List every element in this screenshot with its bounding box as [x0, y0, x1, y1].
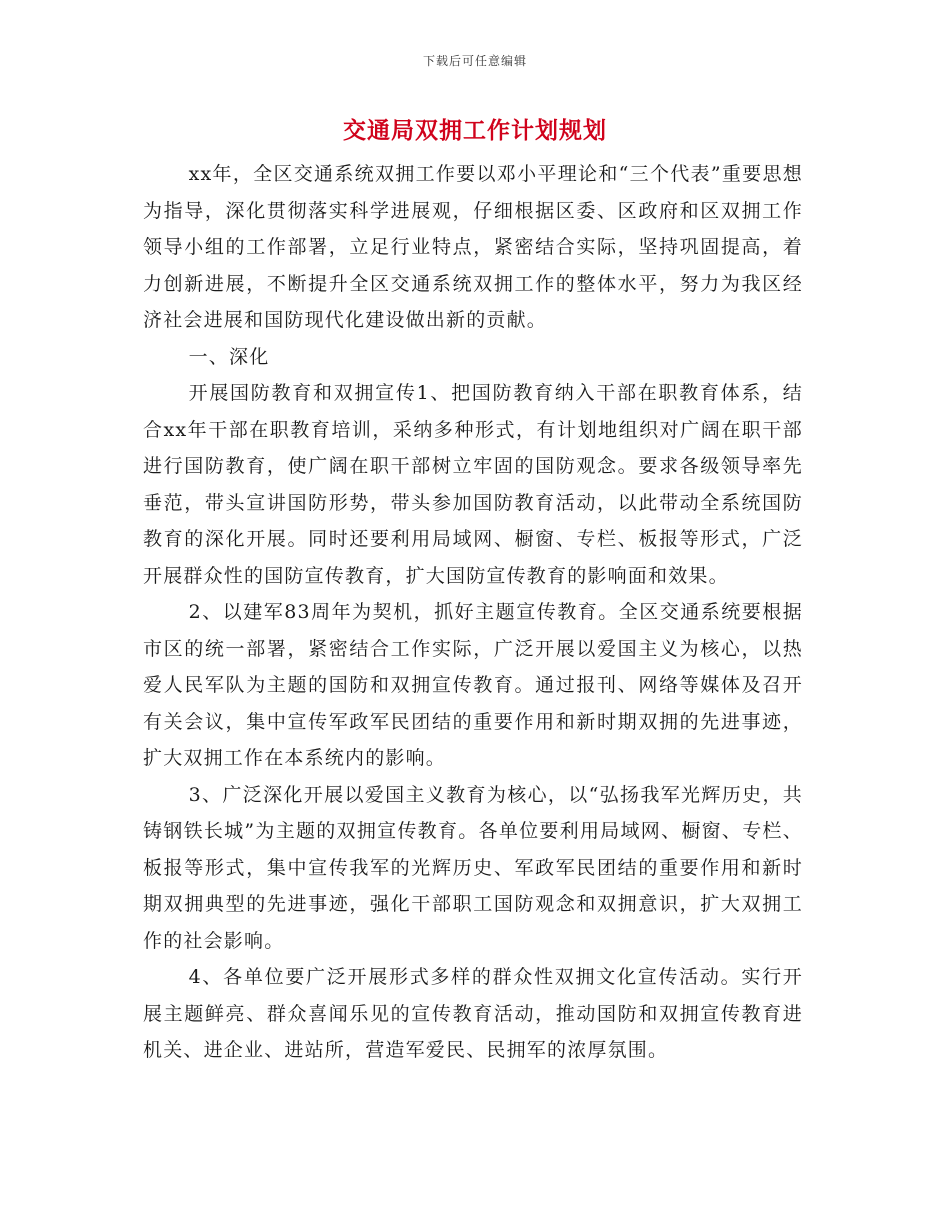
paragraph-3: 3、广泛深化开展以爱国主义教育为核心，以“弘扬我军光辉历史，共铸钢铁长城”为主题的双拥宣传教育。各单位要利用局域网、橱窗、专栏、板报等形式，集中宣传我军的光辉历史、军政军民团结的重要作用和新时期双拥典型的先进事迹，强化干部职工国防观念和双拥意识，扩大双拥工作的社会影响。 [143, 783, 803, 952]
paragraph-intro: xx年，全区交通系统双拥工作要以邓小平理论和“三个代表”重要思想为指导，深化贯彻落实科学进展观，仔细根据区委、区政府和区双拥工作领导小组的工作部署，立足行业特点，紧密结合实际，坚持巩固提高，着力创新进展，不断提升全区交通系统双拥工作的整体水平，努力为我区经济社会进展和国防现代化建设做出新的贡献。 [143, 163, 803, 331]
section-heading: 一、深化 [188, 345, 270, 368]
paragraph-4: 4、各单位要广泛开展形式多样的群众性双拥文化宣传活动。实行开展主题鲜亮、群众喜闻乐见的宣传教育活动，推动国防和双拥宣传教育进机关、进企业、进站所，营造军爱民、民拥军的浓厚氛围。 [143, 966, 803, 1061]
header-note: 下载后可任意编辑 [422, 54, 527, 68]
document-title: 交通局双拥工作计划规划 [343, 117, 607, 144]
paragraph-2: 2、以建军83周年为契机，抓好主题宣传教育。全区交通系统要根据市区的统一部署，紧密结合工作实际，广泛开展以爱国主义为核心，以热爱人民军队为主题的国防和双拥宣传教育。通过报刊、网络等媒体及召开有关会议，集中宣传军政军民团结的重要作用和新时期双拥的先进事迹，扩大双拥工作在本系统内的影响。 [143, 601, 803, 769]
paragraph-1: 开展国防教育和双拥宣传1、把国防教育纳入干部在职教育体系，结合xx年干部在职教育培训，采纳多种形式，有计划地组织对广阔在职干部进行国防教育，使广阔在职干部树立牢固的国防观念。要求各级领导率先垂范，带头宣讲国防形势，带头参加国防教育活动，以此带动全系统国防教育的深化开展。同时还要利用局域网、橱窗、专栏、板报等形式，广泛开展群众性的国防宣传教育，扩大国防宣传教育的影响面和效果。 [143, 382, 803, 587]
document-body [143, 156, 803, 1069]
